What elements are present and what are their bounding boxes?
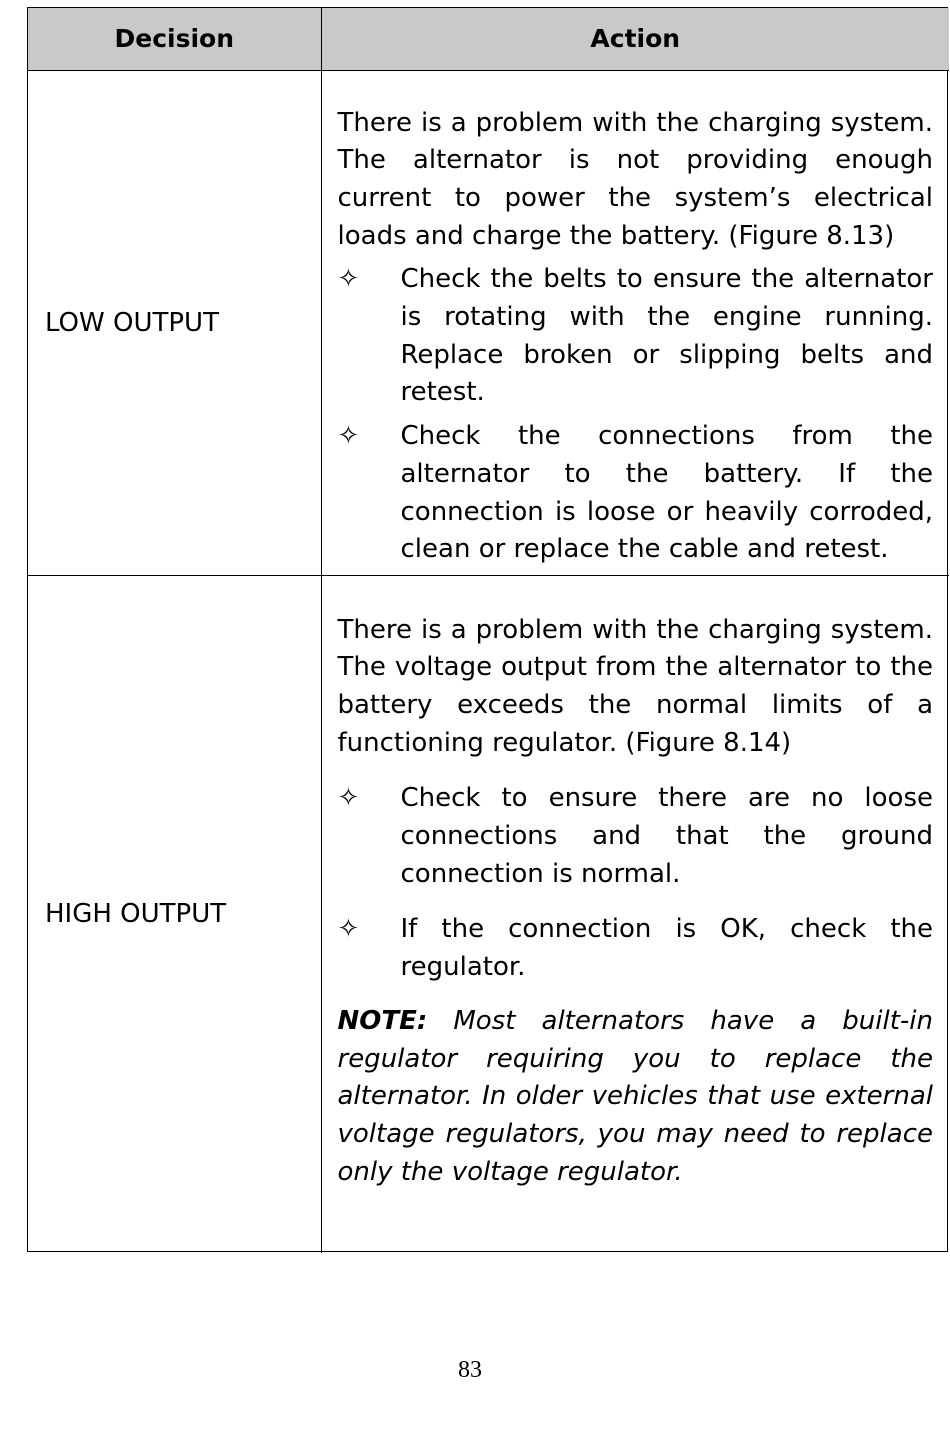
bullet-text: Check the connections from the alternator to the battery. If the connection is loose or heavily corroded, clean or replace the cable and retest.	[400, 421, 933, 565]
page-number: 83	[458, 1357, 482, 1383]
bullet-text: If the connection is OK, check the regulator.	[400, 914, 933, 983]
bullet-text: Check the belts to ensure the alternator is rotating with the engine running. Replace broken or slipping belts and retest.	[400, 264, 933, 408]
action-intro: There is a problem with the charging system. The alternator is not providing enough current to power the system’s electrical loads and charge the battery. (Figure 8.13)	[337, 107, 933, 251]
table	[28, 8, 949, 1253]
action-cell-high-output	[321, 575, 949, 1253]
table-row-low-output	[28, 70, 949, 575]
four-point-star-icon: ✧	[337, 421, 360, 452]
action-bullet	[338, 418, 934, 569]
four-point-star-icon: ✧	[337, 264, 360, 295]
table-row-high-output	[28, 575, 949, 1253]
action-intro: There is a problem with the charging system. The voltage output from the alternator to the battery exceeds the normal limits of a functioning regulator. (Figure 8.14)	[337, 614, 933, 758]
four-point-star-icon: ✧	[337, 914, 360, 945]
note-text: Most alternators have a built-in regulator requiring you to replace the alternator. In older vehicles that use external voltage regulators, you may need to replace only the voltage regulator.	[337, 1005, 934, 1187]
action-bullet	[338, 911, 934, 986]
table-header-row	[28, 8, 949, 70]
action-cell-low-output	[321, 70, 949, 575]
action-bullet	[338, 261, 934, 412]
note-paragraph	[338, 1003, 934, 1192]
action-bullet	[338, 780, 934, 893]
decision-cell-low-output: LOW OUTPUT	[28, 70, 321, 575]
note-label: NOTE:	[337, 1005, 428, 1036]
decision-cell-high-output: HIGH OUTPUT	[28, 575, 321, 1253]
header-decision: Decision	[28, 8, 321, 70]
bullet-text: Check to ensure there are no loose connections and that the ground connection is normal.	[400, 783, 933, 889]
header-action: Action	[321, 8, 949, 70]
four-point-star-icon: ✧	[337, 783, 360, 814]
decision-action-table	[27, 7, 948, 1252]
